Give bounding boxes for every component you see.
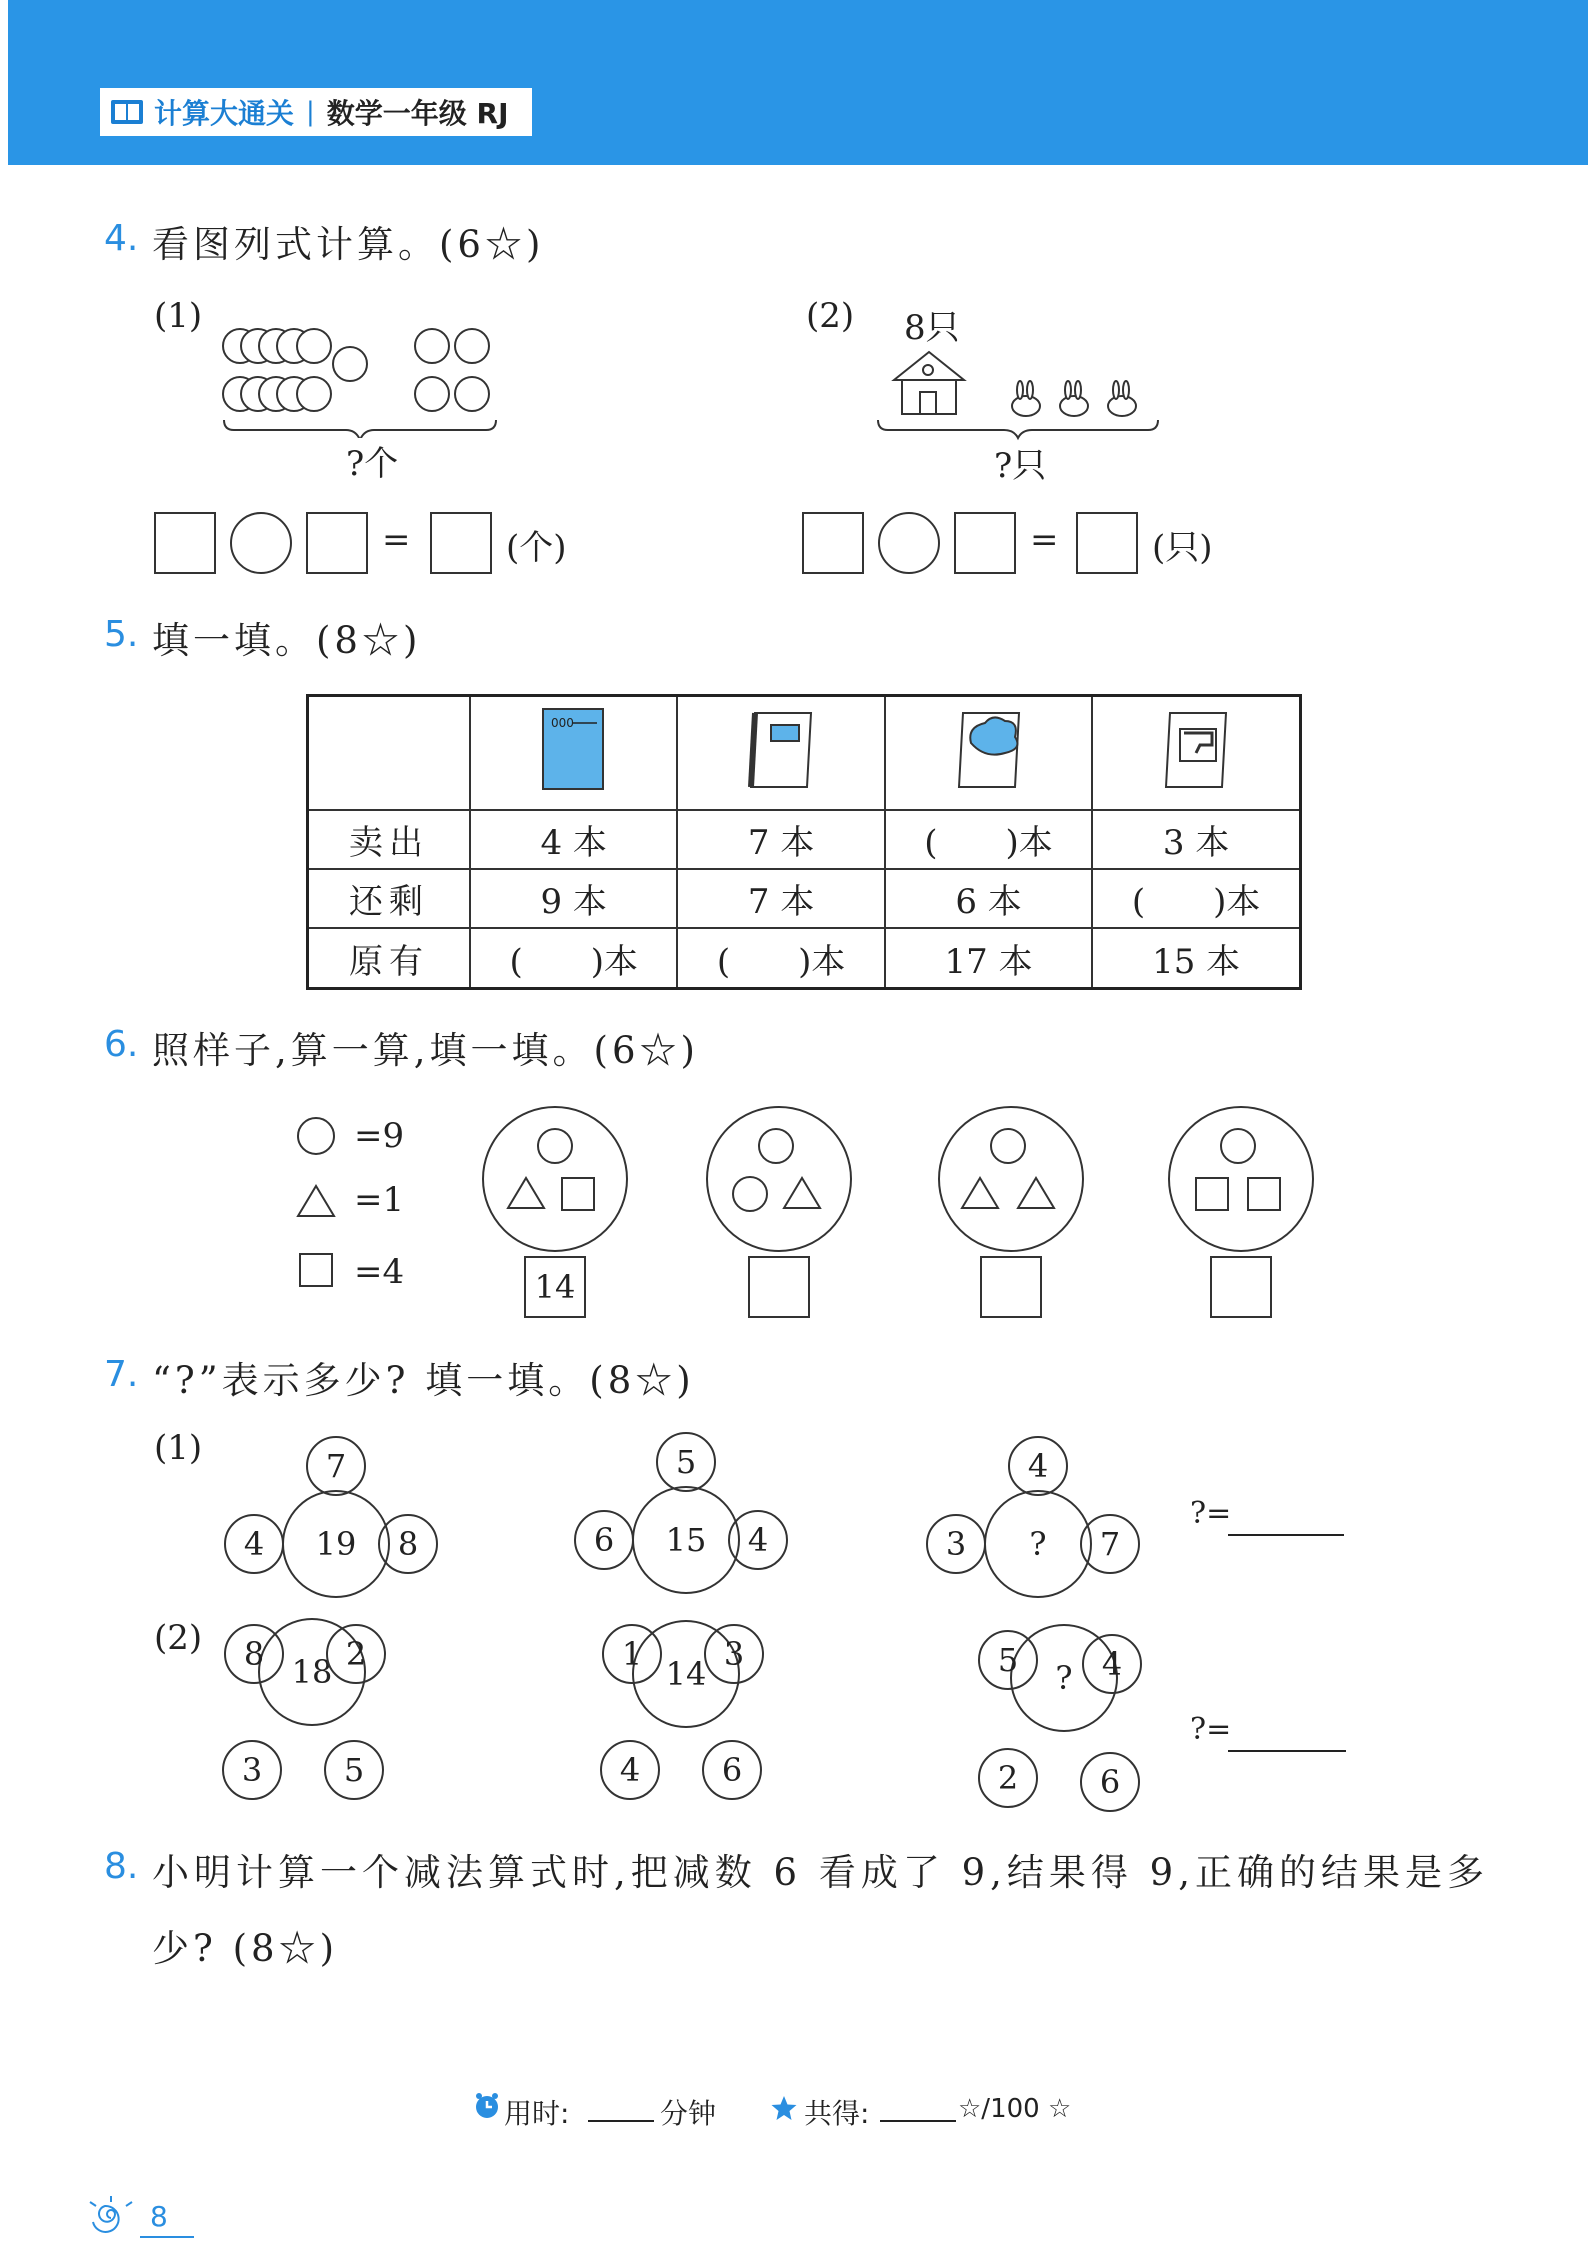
petal-top: 5 (656, 1432, 716, 1492)
q7-text: “?”表示多少? 填一填。(8☆) (152, 1359, 695, 1402)
q8-text-line1: 小明计算一个减法算式时,把减数 6 看成了 9,结果得 9,正确的结果是多 (152, 1851, 1489, 1894)
time-label: 用时: (504, 2097, 570, 2130)
flower-center: 18 (258, 1618, 366, 1726)
shape-group (936, 1104, 1086, 1254)
petal-left: 6 (574, 1510, 634, 1570)
time-blank[interactable] (588, 2120, 654, 2122)
legend-square-value: =4 (354, 1252, 405, 1292)
row-head-remaining: 还剩 (308, 869, 471, 928)
q7-number: 7. (104, 1354, 139, 1395)
legend-triangle-value: =1 (354, 1180, 405, 1220)
table-cell: 15 本 (1092, 928, 1300, 988)
house-rabbits-illustration (874, 346, 1164, 442)
star-icon (770, 2094, 798, 2122)
table-cell: 3 本 (1092, 810, 1300, 869)
cloud-book-icon (949, 703, 1029, 793)
q7-p2-label: (2) (154, 1618, 203, 1658)
example-answer-box: 14 (524, 1256, 586, 1318)
answer-box[interactable] (980, 1256, 1042, 1318)
table-cell: 4 本 (470, 810, 677, 869)
page-number-underline (140, 2236, 194, 2238)
petal-top-right: 3 (704, 1624, 764, 1684)
triangle-shape (298, 1186, 334, 1216)
table-cell: 17 本 (885, 928, 1092, 988)
petal-bottom-right: 6 (702, 1740, 762, 1800)
q8-number: 8. (104, 1846, 139, 1887)
answer-box[interactable] (306, 512, 368, 574)
answer-box[interactable] (1210, 1256, 1272, 1318)
petal-top: 4 (1008, 1436, 1068, 1496)
petal-bottom-left: 2 (978, 1748, 1038, 1808)
page-header-bar (8, 0, 1588, 165)
flower-center-unknown: ? (1010, 1624, 1118, 1732)
circle-shape (298, 1118, 334, 1154)
q4-text: 看图列式计算。(6☆) (152, 223, 545, 266)
apples-illustration (220, 308, 520, 438)
petal-right: 8 (378, 1514, 438, 1574)
page-number: 8 (150, 2200, 168, 2233)
answer-label: ?= (1190, 1496, 1232, 1531)
petal-bottom-left: 4 (600, 1740, 660, 1800)
book-cell (885, 696, 1092, 810)
petal-right: 4 (728, 1510, 788, 1570)
question-book-icon (1156, 703, 1236, 793)
petal-bottom-right: 5 (324, 1740, 384, 1800)
book-cell (470, 696, 677, 810)
q4-p1-unit: (个) (506, 528, 567, 568)
petal-top-right: 2 (326, 1624, 386, 1684)
q4-number: 4. (104, 218, 139, 259)
q6-number: 6. (104, 1024, 139, 1065)
petal-top-left: 8 (224, 1624, 284, 1684)
header-separator: | (306, 97, 315, 127)
q4-p2-unit: (只) (1152, 528, 1213, 568)
header-badge (100, 88, 532, 136)
table-corner (308, 696, 471, 810)
table-cell: 9 本 (470, 869, 677, 928)
book-cell (1092, 696, 1300, 810)
petal-top-right: 4 (1082, 1634, 1142, 1694)
answer-box[interactable] (954, 512, 1016, 574)
clock-icon (474, 2092, 500, 2120)
q4-p1-brace-label: ?个 (346, 444, 399, 484)
table-cell: 7 本 (677, 810, 884, 869)
series-title: 计算大通关 (154, 97, 295, 130)
q4-p2-top-label: 8只 (904, 308, 960, 348)
shape-group (480, 1104, 630, 1254)
shape-group (1166, 1104, 1316, 1254)
q5-number: 5. (104, 614, 139, 655)
books-table (306, 694, 1302, 990)
row-head-sold: 卖出 (308, 810, 471, 869)
equals-sign: = (382, 520, 411, 560)
q4-p2-brace-label: ?只 (994, 446, 1047, 486)
answer-label: ?= (1190, 1712, 1232, 1747)
table-cell: 6 本 (885, 869, 1092, 928)
legend-circle-value: =9 (354, 1116, 405, 1156)
time-unit: 分钟 (660, 2097, 717, 2130)
q4-p2-label: (2) (806, 296, 855, 336)
petal-top-left: 5 (978, 1630, 1038, 1690)
petal-left: 4 (224, 1514, 284, 1574)
flower-center: 14 (632, 1620, 740, 1728)
square-shape (300, 1254, 332, 1286)
table-cell-blank[interactable]: ( )本 (470, 928, 677, 988)
flower-center-unknown: ? (984, 1490, 1092, 1598)
subject-title: 数学一年级 RJ (326, 97, 509, 130)
table-cell-blank[interactable]: ( )本 (885, 810, 1092, 869)
q7-p1-label: (1) (154, 1428, 203, 1468)
operator-circle[interactable] (230, 512, 292, 574)
table-cell: 7 本 (677, 869, 884, 928)
petal-right: 7 (1080, 1514, 1140, 1574)
shape-group (704, 1104, 854, 1254)
blue-notebook-icon (539, 703, 609, 793)
score-label: 共得: (804, 2097, 870, 2130)
q6-text: 照样子,算一算,填一填。(6☆) (152, 1029, 699, 1072)
answer-box[interactable] (748, 1256, 810, 1318)
petal-top-left: 1 (602, 1624, 662, 1684)
equals-sign: = (1030, 520, 1059, 560)
q5-text: 填一填。(8☆) (152, 619, 422, 662)
q4-p1-label: (1) (154, 296, 203, 336)
operator-circle[interactable] (878, 512, 940, 574)
flower-center: 19 (282, 1490, 390, 1598)
answer-box[interactable] (430, 512, 492, 574)
notebook-label: 000 (550, 716, 574, 731)
shape-legend (294, 1112, 344, 1302)
answer-line[interactable] (1228, 1534, 1344, 1536)
q8-text-line2: 少? (8☆) (152, 1927, 339, 1970)
petal-bottom-right: 6 (1080, 1752, 1140, 1812)
score-blank[interactable] (880, 2120, 956, 2122)
answer-line[interactable] (1228, 1750, 1346, 1752)
row-head-original: 原有 (308, 928, 471, 988)
petal-left: 3 (926, 1514, 986, 1574)
petal-top: 7 (306, 1436, 366, 1496)
table-cell-blank[interactable]: ( )本 (1092, 869, 1300, 928)
table-cell-blank[interactable]: ( )本 (677, 928, 884, 988)
score-total: ☆/100 ☆ (958, 2094, 1072, 2124)
answer-box[interactable] (154, 512, 216, 574)
book-cell (677, 696, 884, 810)
swirl-icon (84, 2194, 138, 2234)
answer-box[interactable] (802, 512, 864, 574)
flower-center: 15 (632, 1486, 740, 1594)
book-icon (110, 97, 144, 127)
answer-box[interactable] (1076, 512, 1138, 574)
petal-bottom-left: 3 (222, 1740, 282, 1800)
notebook-icon (741, 703, 821, 793)
